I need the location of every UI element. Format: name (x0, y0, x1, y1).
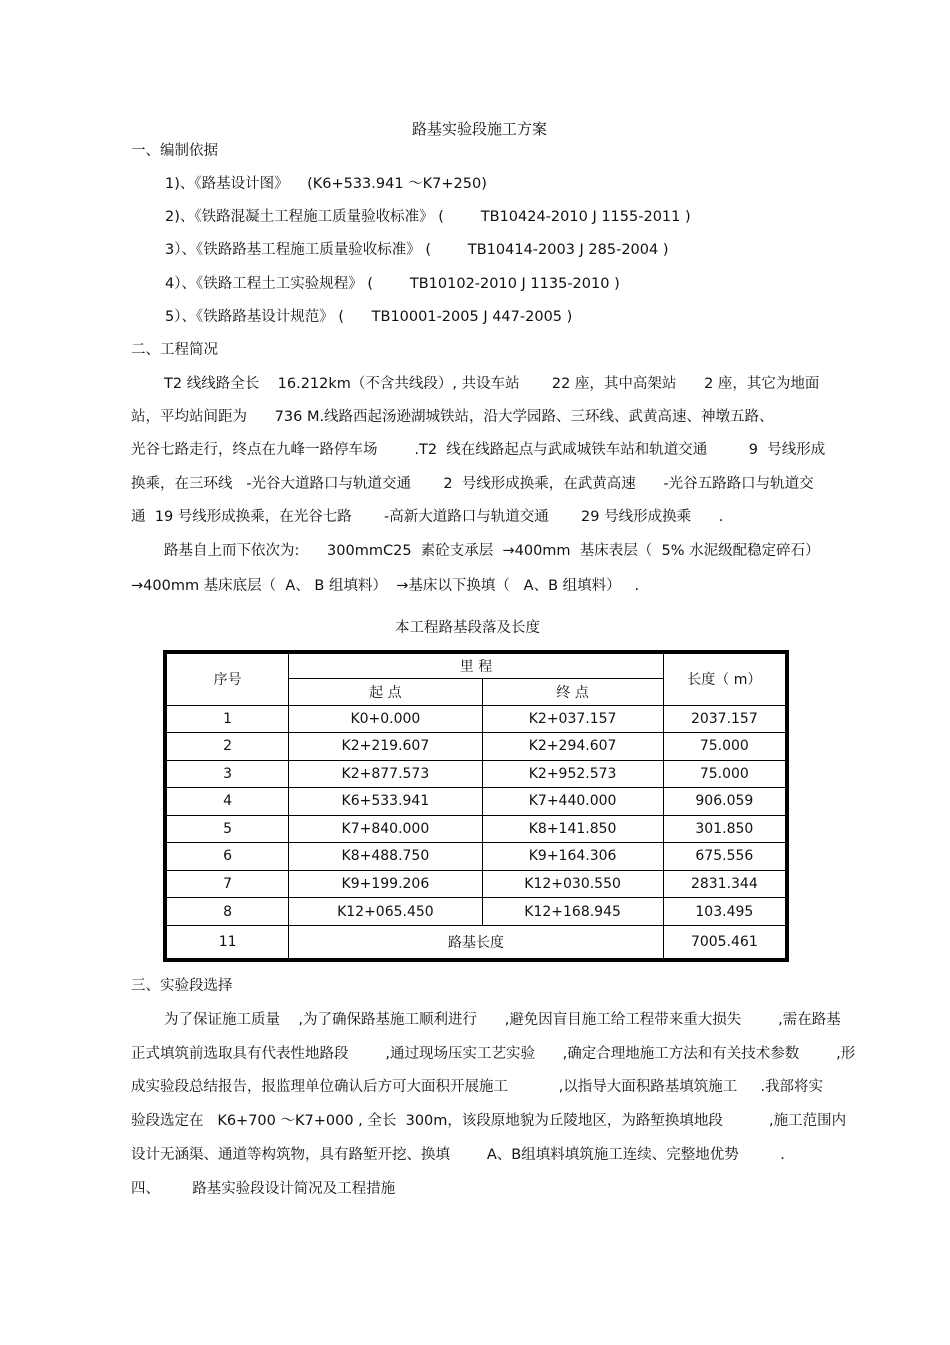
cell-no: 11 (165, 925, 289, 960)
cell-start: K9+199.206 (289, 870, 482, 898)
cell-end: K2+037.157 (482, 705, 663, 733)
cell-length: 301.850 (663, 815, 787, 843)
cell-length: 906.059 (663, 788, 787, 816)
section-heading-trial-selection: 三、实验段选择 (131, 978, 233, 994)
header-end: 终 点 (482, 679, 663, 706)
layers-line: 路基自上而下依次为: 300mmC25 素砼支承层 →400mm 基床表层（ 5% 水泥级配稳定碎石） (164, 543, 820, 559)
section-heading-basis: 一、编制依据 (131, 143, 218, 159)
table-header-row (165, 652, 787, 679)
cell-total-length: 7005.461 (663, 925, 787, 960)
cell-length: 75.000 (663, 760, 787, 788)
basis-item: 5）、《铁路路基设计规范》 ( TB10001-2005 J 447-2005 ) (165, 309, 573, 325)
trial-line: 设计无涵渠、通道等构筑物，具有路堑开挖、换填 A、B组填料填筑施工连续、完整地优势 . (131, 1147, 785, 1163)
cell-start: K12+065.450 (289, 898, 482, 926)
cell-no: 4 (165, 788, 289, 816)
cell-no: 3 (165, 760, 289, 788)
cell-start: K2+877.573 (289, 760, 482, 788)
trial-line: 验段选定在 K6+700 ～K7+000 , 全长 300m，该段原地貌为丘陵地区，为路堑换填地段 ,施工范围内 (131, 1113, 847, 1129)
document-title: 路基实验段施工方案 (412, 120, 548, 138)
cell-length: 103.495 (663, 898, 787, 926)
cell-no: 8 (165, 898, 289, 926)
cell-length: 2037.157 (663, 705, 787, 733)
basis-item: 2)、《铁路混凝土工程施工质量验收标准》 ( TB10424-2010 J 1155-2011 ) (165, 209, 691, 225)
table-total-row (165, 925, 787, 960)
cell-no: 7 (165, 870, 289, 898)
table-row (165, 705, 787, 733)
basis-item: 3）、《铁路路基工程施工质量验收标准》 ( TB10414-2003 J 285-2004 ) (165, 242, 669, 258)
table-row (165, 733, 787, 761)
cell-no: 5 (165, 815, 289, 843)
table-row (165, 870, 787, 898)
cell-no: 1 (165, 705, 289, 733)
basis-item: 4）、《铁路工程土工实验规程》 ( TB10102-2010 J 1135-2010 ) (165, 276, 620, 292)
subgrade-segments-table (163, 650, 789, 962)
trial-line: 成实验段总结报告，报监理单位确认后方可大面积开展施工 ,以指导大面积路基填筑施工 .我部将实 (131, 1079, 823, 1095)
trial-line: 为了保证施工质量 ,为了确保路基施工顺利进行 ,避免因盲目施工给工程带来重大损失 ,需在路基 (164, 1012, 841, 1028)
cell-start: K8+488.750 (289, 843, 482, 871)
cell-end: K12+030.550 (482, 870, 663, 898)
cell-no: 2 (165, 733, 289, 761)
layers-line: →400mm 基床底层（ A、 B 组填料） →基床以下换填（ A、B 组填料） . (131, 578, 640, 594)
cell-end: K9+164.306 (482, 843, 663, 871)
table-row (165, 843, 787, 871)
header-mileage: 里 程 (289, 652, 663, 679)
cell-length: 675.556 (663, 843, 787, 871)
table-row (165, 815, 787, 843)
section-heading-overview: 二、工程简况 (131, 342, 218, 358)
table-row (165, 788, 787, 816)
cell-end: K2+294.607 (482, 733, 663, 761)
basis-item: 1)、《路基设计图》 (K6+533.941 ～K7+250) (165, 176, 487, 192)
overview-line: 站，平均站间距为 736 M.线路西起汤逊湖城铁站，沿大学园路、三环线、武黄高速、神墩五路、 (131, 409, 774, 425)
overview-line: T2 线线路全长 16.212km（不含共线段）, 共设车站 22 座，其中高架站 2 座，其它为地面 (164, 376, 820, 392)
overview-line: 换乘，在三环线 -光谷大道路口与轨道交通 2 号线形成换乘，在武黄高速 -光谷五路路口与轨道交 (131, 476, 814, 492)
cell-no: 6 (165, 843, 289, 871)
header-start: 起 点 (289, 679, 482, 706)
cell-start: K6+533.941 (289, 788, 482, 816)
cell-length: 2831.344 (663, 870, 787, 898)
overview-line: 通 19 号线形成换乘，在光谷七路 -高新大道路口与轨道交通 29 号线形成换乘 . (131, 509, 724, 525)
cell-start: K7+840.000 (289, 815, 482, 843)
cell-end: K8+141.850 (482, 815, 663, 843)
section-heading-design: 四、 路基实验段设计简况及工程措施 (131, 1181, 396, 1197)
cell-total-label: 路基长度 (289, 925, 663, 960)
cell-end: K7+440.000 (482, 788, 663, 816)
overview-line: 光谷七路走行，终点在九峰一路停车场 .T2 线在线路起点与武咸城铁车站和轨道交通 9 号线形成 (131, 442, 826, 458)
table-caption: 本工程路基段落及长度 (395, 620, 540, 636)
cell-length: 75.000 (663, 733, 787, 761)
cell-end: K2+952.573 (482, 760, 663, 788)
table-row (165, 760, 787, 788)
trial-line: 正式填筑前选取具有代表性地路段 ,通过现场压实工艺实验 ,确定合理地施工方法和有关技术参数 ,形 (131, 1046, 856, 1062)
cell-start: K2+219.607 (289, 733, 482, 761)
header-length: 长度（ m） (663, 652, 787, 705)
header-no: 序号 (165, 652, 289, 705)
table-row (165, 898, 787, 926)
cell-end: K12+168.945 (482, 898, 663, 926)
cell-start: K0+0.000 (289, 705, 482, 733)
